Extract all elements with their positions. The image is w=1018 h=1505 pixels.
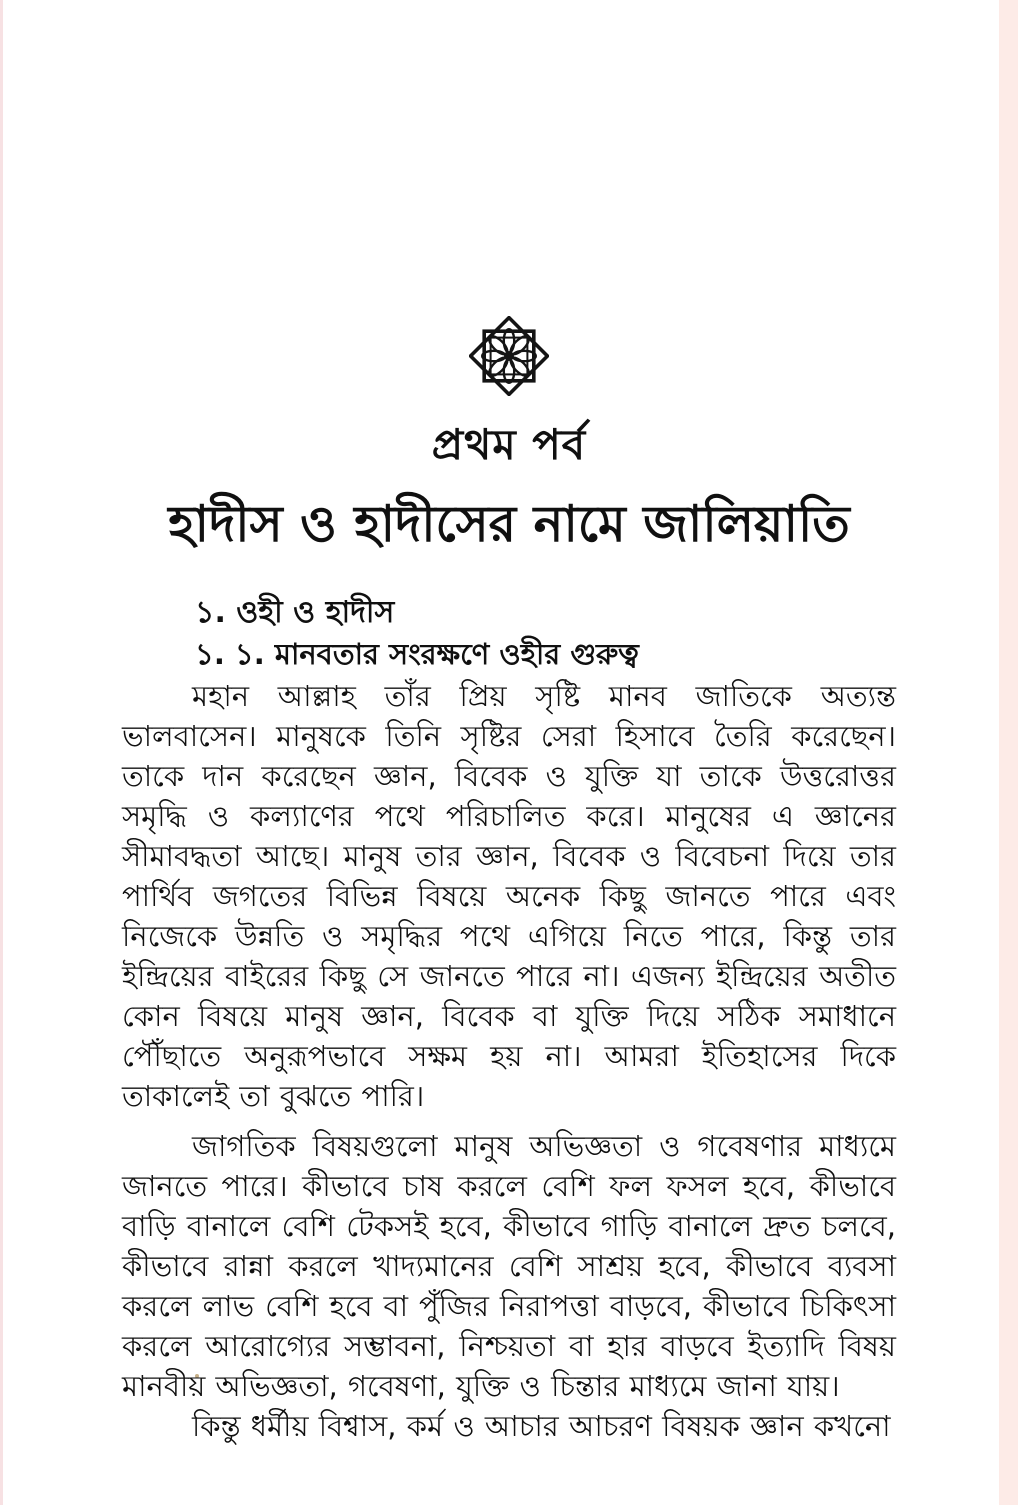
subsection-heading: ১. ১. মানবতার সংরক্ষণে ওহীর গুরুত্ব	[195, 637, 639, 671]
page-left-edge	[0, 0, 3, 1505]
paragraph: জাগতিক বিষয়গুলো মানুষ অভিজ্ঞতা ও গবেষণার মাধ্যমে জানতে পারে। কীভাবে চাষ করলে বেশি ফল ফসল হবে, কীভাবে বাড়ি বানালে বেশি টেকসই হবে, কীভাবে গাড়ি বানালে দ্রুত চলবে, কীভাবে রান্না করলে খাদ্যমানের বেশি সাশ্রয় হবে, কীভাবে ব্যবসা করলে লাভ বেশি হবে বা পুঁজির নিরাপত্তা বাড়বে, কীভাবে চিকিৎসা করলে আরোগ্যের সম্ভাবনা, নিশ্চয়তা বা হার বাড়বে ইত্যাদি বিষয় মানবীয় অভিজ্ঞতা, গবেষণা, যুক্তি ও চিন্তার মাধ্যমে জানা যায়।	[122, 1129, 896, 1403]
paragraph: কিন্তু ধর্মীয় বিশ্বাস, কর্ম ও আচার আচরণ বিষয়ক জ্ঞান কখনো	[192, 1409, 891, 1443]
page-right-edge	[999, 0, 1018, 1505]
paragraph: মহান আল্লাহ তাঁর প্রিয় সৃষ্টি মানব জাতিকে অত্যন্ত ভালবাসেন। মানুষকে তিনি সৃষ্টির সেরা হিসাবে তৈরি করেছেন। তাকে দান করেছেন জ্ঞান, বিবেক ও যুক্তি যা তাকে উত্তরোত্তর সমৃদ্ধি ও কল্যাণের পথে পরিচালিত করে। মানুষের এ জ্ঞানের সীমাবদ্ধতা আছে। মানুষ তার জ্ঞান, বিবেক ও বিবেচনা দিয়ে তার পার্থিব জগতের বিভিন্ন বিষয়ে অনেক কিছু জানতে পারে এবং নিজেকে উন্নতি ও সমৃদ্ধির পথে এগিয়ে নিতে পারে, কিন্তু তার ইন্দ্রিয়ের বাইরের কিছু সে জানতে পারে না। এজন্য ইন্দ্রিয়ের অতীত কোন বিষয়ে মানুষ জ্ঞান, বিবেক বা যুক্তি দিয়ে সঠিক সমাধানে পৌঁছাতে অনুরূপভাবে সক্ষম হয় না। আমরা ইতিহাসের দিকে তাকালেই তা বুঝতে পারি।	[122, 679, 896, 1113]
star-rosette-ornament-icon	[122, 316, 896, 400]
page-title: হাদীস ও হাদীসের নামে জালিয়াতি	[168, 495, 850, 553]
body-text	[122, 676, 896, 1446]
part-label: প্রথম পর্ব	[431, 420, 587, 469]
section-heading: ১. ওহী ও হাদীস	[195, 595, 395, 630]
